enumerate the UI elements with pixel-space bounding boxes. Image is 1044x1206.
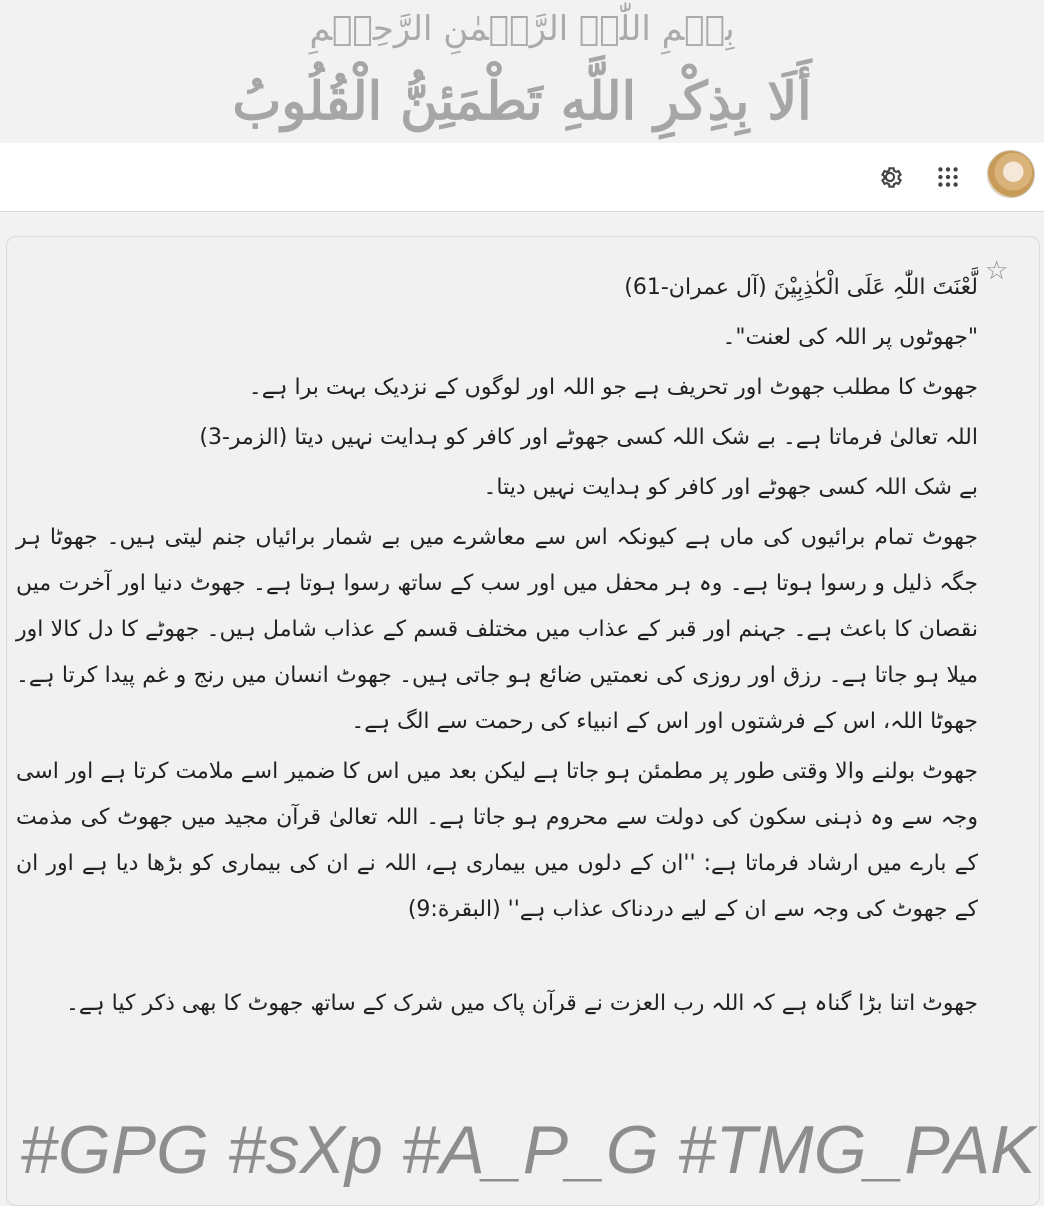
verse-calligraphy: أَلَا بِذِكْرِ اللَّهِ تَطْمَئِنُّ الْقُلُوبُ bbox=[232, 71, 812, 132]
star-icon[interactable]: ☆ bbox=[985, 256, 1009, 286]
az-zumar-translation: بے شک اللہ کسی جھوٹے اور کافر کو ہدایت نہیں دیتا۔ bbox=[483, 475, 978, 500]
hashtags-overlay: #GPG #sXp #A_P_G #TMG_PAK bbox=[20, 1112, 1036, 1188]
top-bar bbox=[0, 143, 1044, 212]
definition-line: جھوٹ کا مطلب جھوٹ اور تحریف ہے جو اللہ اور لوگوں کے نزدیک بہت برا ہے۔ bbox=[248, 375, 978, 400]
paragraph-conscience: جھوٹ بولنے والا وقتی طور پر مطمئن ہو جاتا ہے لیکن بعد میں اس کا ضمیر اسے ملامت کرتا ہے اور اسی وجہ سے وہ ذہنی سکون کی دولت سے محروم ہو جاتا ہے۔ اللہ تعالیٰ قرآن مجید میں جھوٹ کی مذمت کے بارے میں ارشاد فرماتا ہے: ''ان کے دلوں میں بیماری ہے، اللہ نے ان کی بیماری کو بڑھا دیا ہے اور ان کے جھوٹ کی وجہ سے ان کے لیے دردناک عذاب ہے'' (البقرة:9) bbox=[16, 759, 978, 922]
avatar[interactable] bbox=[987, 150, 1035, 198]
translation-line: "جھوٹوں پر اللہ کی لعنت"۔ bbox=[722, 325, 978, 350]
gear-icon bbox=[876, 163, 904, 191]
quran-verse-line: لَّعْنَتَ اللّٰہِ عَلَی الْکٰذِبِیْنَ (آل عمران-61) bbox=[624, 275, 978, 300]
grid-icon bbox=[935, 164, 961, 190]
header-banner bbox=[0, 0, 1044, 143]
settings-button[interactable] bbox=[870, 157, 910, 197]
closing-line: جھوٹ اتنا بڑا گناہ ہے کہ اللہ رب العزت نے قرآن پاک میں شرک کے ساتھ جھوٹ کا بھی ذکر کیا ہے۔ bbox=[66, 991, 978, 1016]
az-zumar-line: اللہ تعالیٰ فرماتا ہے۔ بے شک اللہ کسی جھوٹے اور کافر کو ہدایت نہیں دیتا (الزمر-3) bbox=[199, 425, 978, 450]
apps-button[interactable] bbox=[928, 157, 968, 197]
paragraph-evils: جھوٹ تمام برائیوں کی ماں ہے کیونکہ اس سے معاشرے میں بے شمار برائیاں جنم لیتی ہیں۔ جھوٹا ہر جگہ ذلیل و رسوا ہوتا ہے۔ وہ ہر محفل میں اور سب کے ساتھ رسوا ہوتا ہے۔ جھوٹ دنیا اور آخرت میں نقصان کا باعث ہے۔ جہنم اور قبر کے عذاب میں مختلف قسم کے عذاب شامل ہیں۔ جھوٹے کا دل کالا اور میلا ہو جاتا ہے۔ رزق اور روزی کی نعمتیں ضائع ہو جاتی ہیں۔ جھوٹ انسان میں رنج و غم پیدا کرتا ہے۔ جھوٹا اللہ، اس کے فرشتوں اور اس کے انبیاء کی رحمت سے الگ ہے۔ bbox=[16, 525, 978, 734]
post-body bbox=[16, 265, 978, 1031]
basmala-calligraphy: بِسۡمِ اللّٰہِ الرَّحۡمٰنِ الرَّحِیۡمِ bbox=[309, 9, 735, 49]
